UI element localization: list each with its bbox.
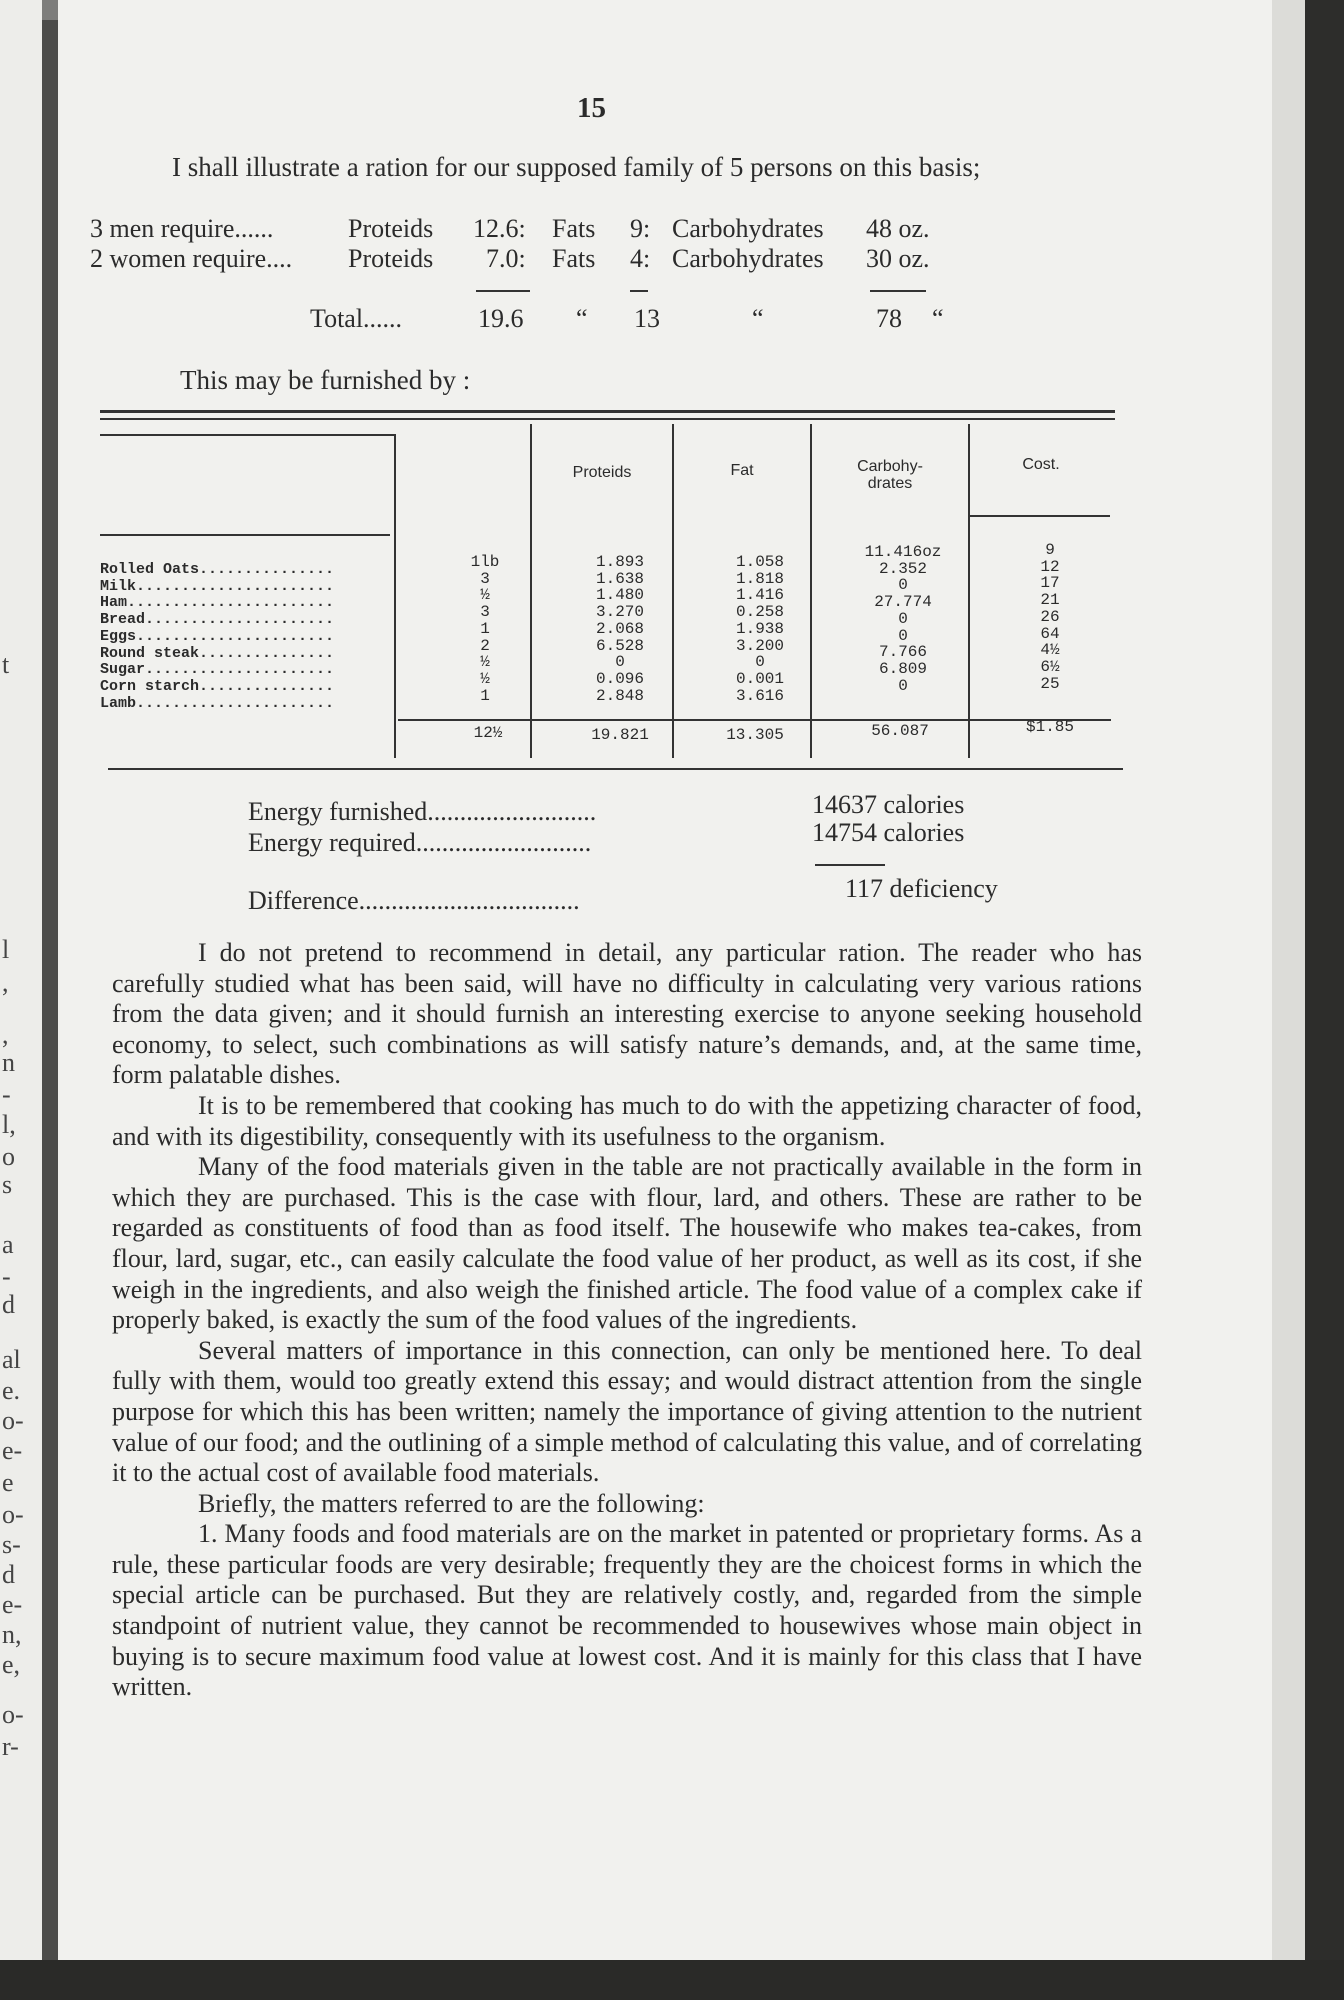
cost-cell: 6½ — [1040, 657, 1060, 676]
proteids-cell: 1.638 — [595, 569, 644, 588]
requirement-fats-label: Fats — [552, 214, 596, 243]
paragraph: I do not pretend to recommend in detail, any particular ration. The reader who has carefully studied what has been said, will have no difficulty in calculating very various rations from the data given; and it should furnish an interesting exercise to anyone seeking household economy, to select, such combinations as will satisfy nature’s demands, and, at the same time, form palatable dishes. — [112, 938, 1142, 1090]
column-divider — [394, 436, 396, 758]
sum-rule — [870, 290, 926, 292]
food-name: Round steak............... — [100, 644, 335, 662]
header-fat: Fat — [730, 462, 754, 479]
food-name: Lamb...................... — [100, 694, 335, 712]
facing-page-fragment: d — [2, 1560, 15, 1589]
cost-column — [1010, 542, 1090, 692]
paragraph: 1. Many foods and food materials are on the market in patented or proprietary forms. As a rule, these particular foods are very desirable; frequently they are the choicest forms in which the special article can be purchased. But they are relatively costly, and, regarded from the simple standpoint of nutrient value, they cannot be recommended to housewives whose main object in buying is to secure maximum food value at lowest cost. And it is mainly for this class that I have written. — [112, 1519, 1142, 1702]
facing-page-fragment: n, — [2, 1620, 22, 1649]
facing-page-fragment: r- — [2, 1732, 19, 1761]
quantity-column — [440, 554, 530, 704]
facing-page-fragment: - — [2, 1080, 11, 1109]
cost-cell: 25 — [1040, 674, 1060, 693]
total-label: Total...... — [310, 304, 403, 333]
fat-column — [700, 554, 820, 704]
requirement-carbs-label: Carbohydrates — [672, 244, 824, 273]
food-name: Sugar..................... — [100, 661, 335, 679]
quantity-cell: 2 — [480, 636, 490, 655]
fat-cell: 0.258 — [735, 603, 784, 622]
book-spine — [42, 20, 58, 1980]
facing-page-fragment: n — [2, 1048, 15, 1077]
facing-page-fragment: o- — [2, 1500, 24, 1529]
cost-cell: 9 — [1045, 541, 1055, 559]
table-top-rule — [100, 418, 1115, 420]
facing-page-edge — [0, 0, 42, 2000]
total-quantity: 12½ — [473, 724, 503, 742]
energy-furnished-label: Energy furnished.......................... — [248, 797, 597, 826]
scan-bottom-border — [0, 1960, 1344, 2000]
difference-label: Difference.................................. — [248, 886, 580, 915]
proteids-cell: 2.068 — [595, 619, 644, 638]
carbs-cell: 2.352 — [878, 559, 927, 578]
requirement-fats: 4: — [630, 244, 651, 273]
table-rule — [100, 434, 396, 436]
difference-value: 117 deficiency — [845, 874, 998, 903]
total-carbs: 78 — [876, 304, 902, 333]
facing-page-fragment: al — [2, 1345, 21, 1374]
fat-cell: 3.616 — [735, 686, 784, 705]
food-name: Eggs...................... — [100, 627, 335, 645]
facing-page-fragment: a — [2, 1230, 14, 1259]
proteids-cell: 1.480 — [595, 586, 644, 605]
facing-page-fragment: e- — [2, 1436, 23, 1465]
energy-required-value: 14754 calories — [812, 818, 965, 847]
sum-rule — [630, 290, 648, 292]
quantity-cell: ½ — [480, 586, 490, 605]
sum-rule — [476, 290, 530, 292]
paragraph: Many of the food materials given in the table are not practically available in the form in which they are purchased. This is the case with flour, lard, and others. These are rather to be regarded as constituents of food than as food itself. The housewife who makes tea-cakes, from flour, lard, sugar, etc., can easily calculate the food value of her product, as well as its cost, if she weigh in the ingredients, and also weigh the finished article. The food value of a complex cake if properly baked, is exactly the sum of the food values of the ingredients. — [112, 1152, 1142, 1335]
proteids-column — [560, 554, 680, 704]
food-name: Rolled Oats............... — [100, 561, 335, 578]
requirement-nutrient: Proteids — [348, 214, 434, 243]
fat-cell: 1.818 — [735, 569, 784, 588]
facing-page-fragment: e, — [2, 1650, 21, 1679]
requirement-carbs: 48 oz. — [866, 214, 930, 243]
facing-page-fragment: d — [2, 1290, 15, 1319]
proteids-cell: 0 — [615, 653, 625, 672]
fat-cell: 3.200 — [735, 636, 784, 655]
food-name: Bread..................... — [100, 611, 335, 629]
difference-rule — [815, 864, 885, 866]
proteids-cell: 2.848 — [595, 686, 644, 705]
requirement-fats-label: Fats — [552, 244, 596, 273]
energy-required-label: Energy required........................... — [248, 828, 592, 857]
header-carbs-line: Carbohy- — [857, 458, 923, 475]
facing-page-fragment: o- — [2, 1406, 24, 1435]
carbs-cell: 0 — [898, 676, 908, 695]
food-name: Corn starch............... — [100, 677, 335, 695]
facing-page-fragment: o — [2, 1142, 15, 1171]
paragraph: Briefly, the matters referred to are the following: — [198, 1488, 705, 1518]
carbs-cell: 11.416oz — [864, 543, 942, 561]
cost-cell: 64 — [1040, 624, 1060, 643]
paragraph: Several matters of importance in this connection, can only be mentioned here. To deal fully with them, would too greatly extend this essay; and would distract attention from the single purpose for which this has been written; namely the importance of giving attention to the nutrient value of our food; and the outlining of a simple method of calculating this value, and of correlating it to the actual cost of available food materials. — [112, 1335, 1142, 1488]
carbs-cell: 27.774 — [874, 593, 932, 612]
ditto-mark: “ — [576, 304, 588, 333]
cost-cell: 26 — [1040, 607, 1060, 626]
facing-page-fragment: t — [2, 650, 10, 679]
header-proteids: Proteids — [572, 464, 632, 481]
total-fat-cell: 13.305 — [726, 726, 784, 744]
facing-page-fragment: e. — [2, 1376, 21, 1405]
carbs-cell: 6.809 — [878, 659, 927, 678]
facing-page-fragment: e- — [2, 1590, 23, 1619]
quantity-cell: 1 — [480, 686, 490, 705]
header-carbohydrates — [812, 458, 968, 492]
proteids-cell: 6.528 — [595, 636, 644, 655]
requirement-carbs-label: Carbohydrates — [672, 214, 824, 243]
fat-cell: 1.058 — [735, 553, 784, 571]
cost-cell: 12 — [1040, 557, 1060, 576]
table-top-rule — [100, 410, 1115, 413]
header-carbs-line: drates — [867, 475, 913, 492]
furnished-by-caption: This may be furnished by : — [180, 365, 471, 395]
page-stack-edge — [1272, 0, 1305, 2000]
cost-cell: 4½ — [1040, 641, 1060, 660]
carbs-cell: 0 — [898, 626, 908, 645]
food-name: Ham....................... — [100, 594, 335, 612]
quantity-cell: 3 — [480, 603, 490, 622]
requirement-carbs: 30 oz. — [866, 244, 930, 273]
requirement-nutrient: Proteids — [348, 244, 434, 273]
table-rule — [970, 515, 1110, 517]
facing-page-fragment: l, — [2, 1110, 16, 1139]
food-name: Milk...................... — [100, 577, 335, 595]
facing-page-fragment: e — [2, 1468, 14, 1497]
facing-page-fragment: , — [2, 968, 9, 997]
facing-page-fragment: o- — [2, 1700, 24, 1729]
requirement-fats: 9: — [630, 214, 651, 243]
fat-cell: 0.001 — [735, 669, 784, 688]
facing-page-fragment: - — [2, 1262, 11, 1291]
book-cover-edge — [1305, 0, 1344, 2000]
fat-cell: 0 — [755, 653, 765, 672]
facing-page-fragment: l — [2, 935, 10, 964]
table-rule — [100, 534, 390, 536]
total-fats: 13 — [634, 304, 660, 333]
cost-cell: 21 — [1040, 591, 1060, 610]
table-bottom-rule — [108, 768, 1123, 770]
requirement-proteids: 7.0: — [486, 244, 526, 273]
intro-sentence: I shall illustrate a ration for our supposed family of 5 persons on this basis; — [172, 152, 981, 182]
facing-page-fragment: , — [2, 1020, 9, 1049]
carbs-cell: 0 — [898, 609, 908, 628]
energy-furnished-value: 14637 calories — [812, 790, 965, 819]
quantity-cell: ½ — [480, 653, 490, 672]
facing-page-fragment: s- — [2, 1530, 21, 1559]
requirement-label: 2 women require.... — [90, 244, 293, 273]
facing-page-fragment: s — [2, 1170, 13, 1199]
carbs-cell: 0 — [898, 576, 908, 595]
page-number: 15 — [577, 92, 606, 124]
header-cost: Cost. — [1022, 456, 1060, 473]
quantity-cell: ½ — [480, 669, 490, 688]
ditto-mark: “ — [752, 304, 764, 333]
quantity-cell: 1lb — [470, 553, 500, 571]
quantity-cell: 1 — [480, 619, 490, 638]
quantity-cell: 3 — [480, 569, 490, 588]
total-proteids-cell: 19.821 — [591, 726, 649, 744]
carbs-cell: 7.766 — [878, 643, 927, 662]
paragraph: It is to be remembered that cooking has much to do with the appetizing character of food, and with its digestibility, consequently with its usefulness to the organism. — [112, 1090, 1142, 1151]
cost-cell: 17 — [1040, 574, 1060, 593]
proteids-cell: 1.893 — [595, 553, 644, 571]
fat-cell: 1.416 — [735, 586, 784, 605]
carbohydrates-column — [828, 544, 978, 694]
fat-cell: 1.938 — [735, 619, 784, 638]
food-names-column — [100, 562, 334, 712]
total-carbs-cell: 56.087 — [871, 722, 929, 740]
ditto-mark: “ — [932, 304, 944, 333]
requirement-proteids: 12.6: — [473, 214, 526, 243]
proteids-cell: 0.096 — [595, 669, 644, 688]
requirement-label: 3 men require...... — [90, 214, 274, 243]
body-text — [112, 938, 1142, 1703]
total-cost-cell: $1.85 — [1025, 718, 1074, 736]
proteids-cell: 3.270 — [595, 603, 644, 622]
total-proteids: 19.6 — [478, 304, 524, 333]
